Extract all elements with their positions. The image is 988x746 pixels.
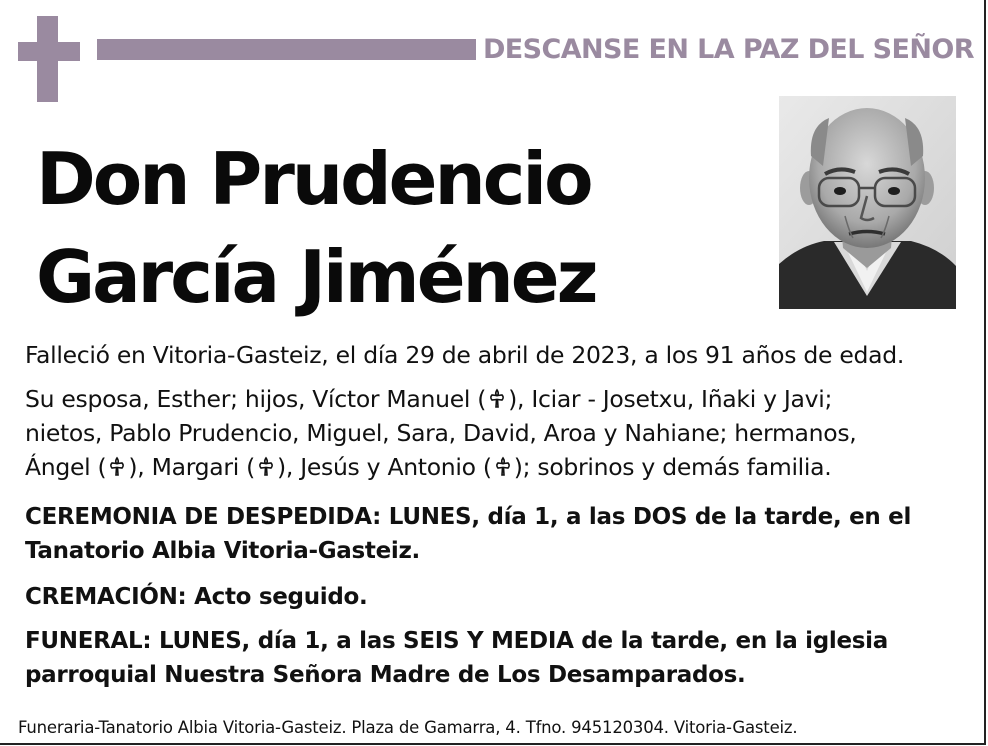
ceremony-line-2: Tanatorio Albia Vitoria-Gasteiz. [25, 538, 420, 564]
small-cross-icon [487, 388, 507, 410]
funeral-line-1: FUNERAL: LUNES, día 1, a las SEIS Y MEDIA de la tarde, en la iglesia [25, 628, 888, 654]
funeral-home-footer: Funeraria-Tanatorio Albia Vitoria-Gasteiz. Plaza de Gamarra, 4. Tfno. 945120304. Vitoria-Gasteiz. [18, 718, 798, 737]
family-line-2: nietos, Pablo Prudencio, Miguel, Sara, David, Aroa y Nahiane; hermanos, [25, 419, 857, 447]
name-line-2: García Jiménez [36, 235, 596, 319]
header-divider-bar [97, 39, 476, 60]
banner-text: DESCANSE EN LA PAZ DEL SEÑOR [483, 34, 974, 65]
funeral-line-2: parroquial Nuestra Señora Madre de Los Desamparados. [25, 662, 746, 688]
family-paragraph [25, 382, 970, 484]
death-line: Falleció en Vitoria-Gasteiz, el día 29 de abril de 2023, a los 91 años de edad. [25, 341, 904, 369]
name-line-1: Don Prudencio [36, 137, 591, 221]
family-line-3: Ángel ( ), Margari ( ), Jesús y Antonio ( ); sobrinos y demás familia. [25, 453, 832, 481]
cremation-info: CREMACIÓN: Acto seguido. [25, 584, 368, 610]
portrait-photo [779, 96, 956, 309]
small-cross-icon [256, 456, 276, 478]
cross-icon [18, 16, 80, 102]
ceremony-line-1: CEREMONIA DE DESPEDIDA: LUNES, día 1, a las DOS de la tarde, en el [25, 504, 912, 530]
small-cross-icon [493, 456, 513, 478]
deceased-name [36, 130, 756, 326]
ceremony-info [25, 500, 911, 568]
family-line-1: Su esposa, Esther; hijos, Víctor Manuel ( ), Iciar - Josetxu, Iñaki y Javi; [25, 385, 833, 413]
small-cross-icon [107, 456, 127, 478]
funeral-info [25, 624, 888, 692]
